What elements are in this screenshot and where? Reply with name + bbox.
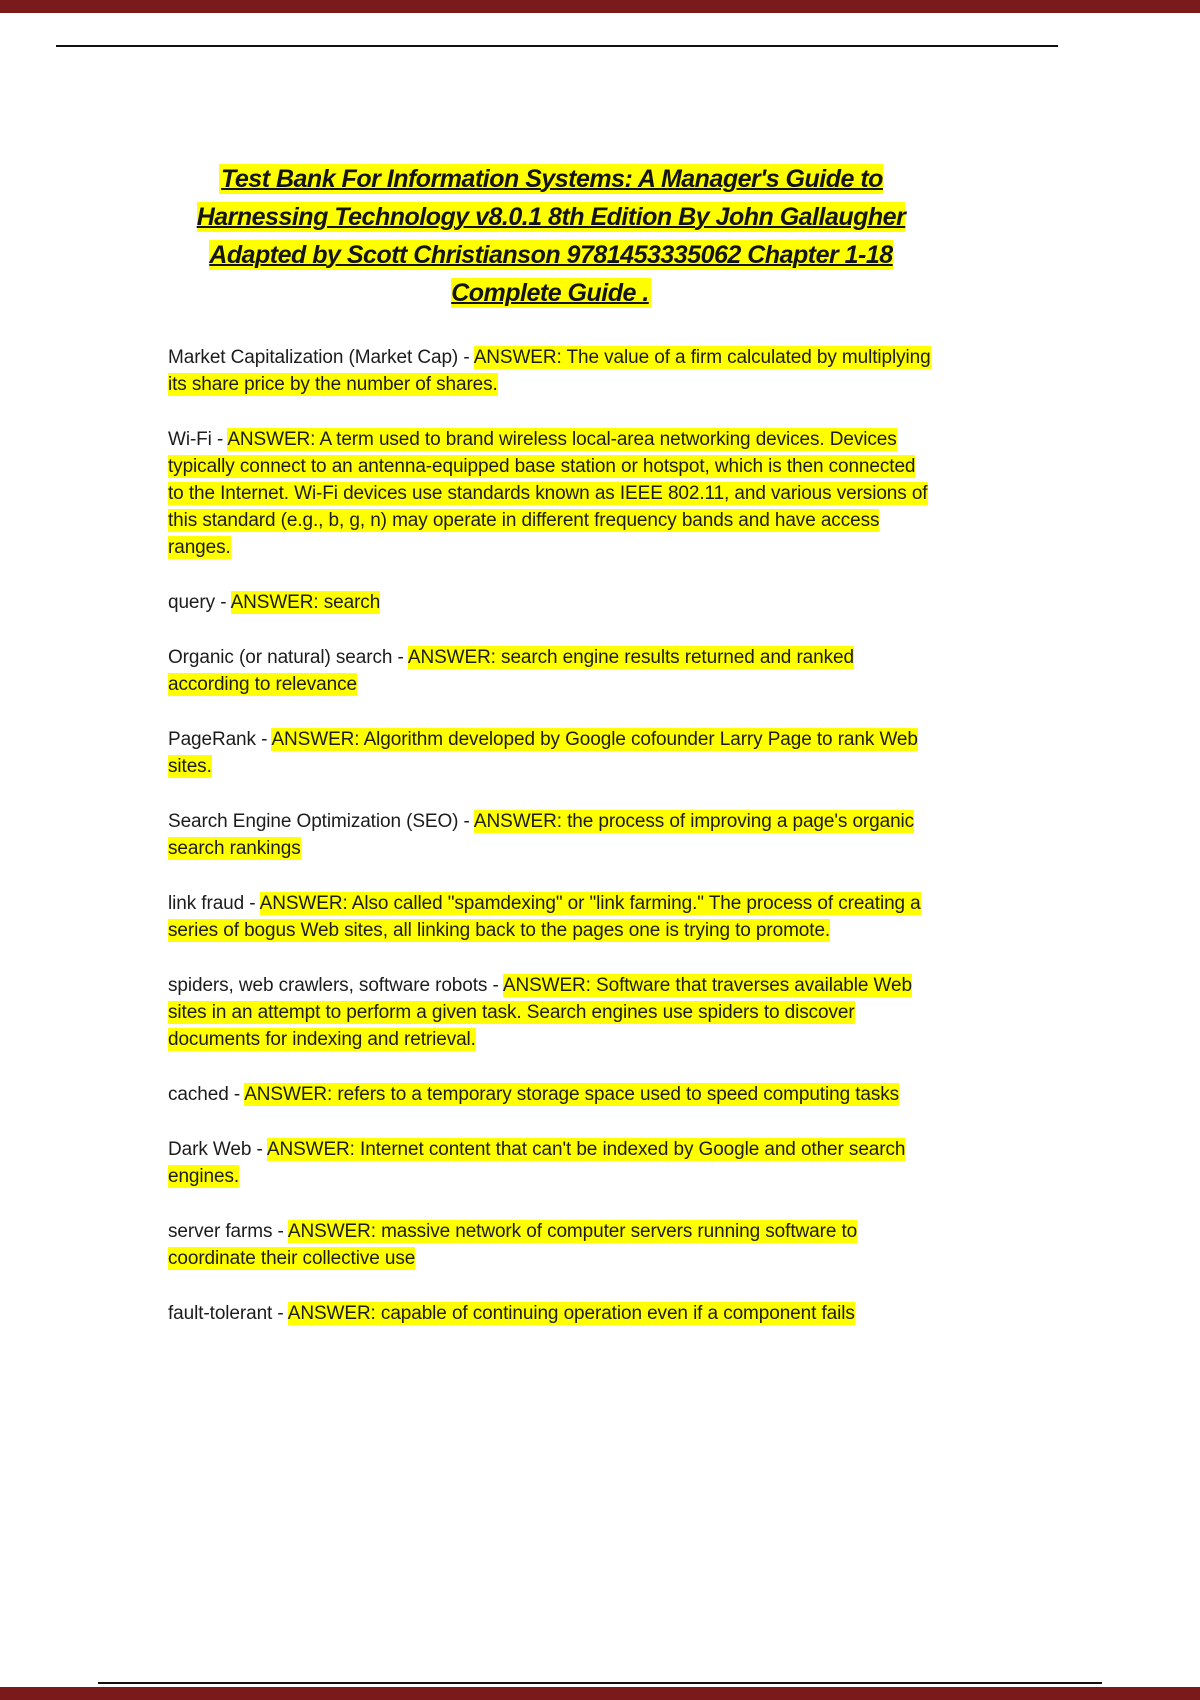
- term-separator: -: [272, 1303, 288, 1324]
- term-separator: -: [458, 811, 474, 832]
- term-definition-entry: [168, 1136, 934, 1190]
- term-text: server farms: [168, 1221, 273, 1242]
- title-highlight: Test Bank For Information Systems: A Manager's Guide to Harnessing Technology v8.0.1 8th Edition By John Gallaugher Adapted by Scott Christianson 9781453335062 Chapter 1-18 Complete Guide .: [196, 165, 906, 307]
- term-separator: -: [211, 429, 228, 450]
- term-separator: -: [244, 893, 260, 914]
- term-text: Dark Web: [168, 1139, 252, 1160]
- term-definition-entry: [168, 1218, 934, 1272]
- term-text: Market Capitalization (Market Cap): [168, 347, 459, 368]
- answer-highlight: ANSWER: Software that traverses available Web sites in an attempt to perform a given task. Search engines use spiders to discover documents for indexing and retrieval.: [168, 975, 912, 1050]
- answer-highlight: ANSWER: Internet content that can't be indexed by Google and other search engines.: [168, 1139, 906, 1187]
- term-definition-entry: [168, 726, 934, 780]
- term-definition-entry: [168, 589, 934, 616]
- answer-highlight: ANSWER: The value of a firm calculated by multiplying its share price by the number of shares.: [168, 347, 931, 395]
- term-text: link fraud: [168, 893, 245, 914]
- header-rule: [56, 45, 1058, 47]
- term-separator: -: [458, 347, 474, 368]
- bottom-border-bar: [0, 1687, 1200, 1700]
- document-title: [168, 160, 934, 312]
- term-definition-entry: [168, 1300, 934, 1327]
- term-separator: -: [392, 647, 408, 668]
- answer-highlight: ANSWER: A term used to brand wireless local-area networking devices. Devices typically connect to an antenna-equipped base station or hotspot, which is then connected to the Internet. Wi-Fi devices use standards known as IEEE 802.11, and various versions of this standard (e.g., b, g, n) may operate in different frequency bands and have access ranges.: [168, 429, 928, 558]
- answer-highlight: ANSWER: search engine results returned and ranked according to relevance: [168, 647, 854, 695]
- entries-list: [168, 344, 934, 1327]
- answer-highlight: ANSWER: massive network of computer servers running software to coordinate their collective use: [168, 1221, 858, 1269]
- term-text: query: [168, 592, 216, 613]
- term-text: fault-tolerant: [168, 1303, 273, 1324]
- term-separator: -: [272, 1221, 288, 1242]
- term-separator: -: [487, 975, 503, 996]
- answer-highlight: ANSWER: Algorithm developed by Google cofounder Larry Page to rank Web sites.: [168, 729, 918, 777]
- term-definition-entry: [168, 808, 934, 862]
- term-text: spiders, web crawlers, software robots: [168, 975, 488, 996]
- answer-highlight: ANSWER: the process of improving a page's organic search rankings: [168, 811, 915, 859]
- term-text: cached: [168, 1084, 229, 1105]
- footer-rule: [98, 1682, 1102, 1684]
- term-text: Wi-Fi: [168, 429, 212, 450]
- term-definition-entry: [168, 890, 934, 944]
- answer-highlight: ANSWER: refers to a temporary storage space used to speed computing tasks: [244, 1084, 900, 1105]
- term-definition-entry: [168, 644, 934, 698]
- term-definition-entry: [168, 1081, 934, 1108]
- term-separator: -: [251, 1139, 267, 1160]
- term-definition-entry: [168, 344, 934, 398]
- term-definition-entry: [168, 426, 934, 561]
- top-border-bar: [0, 0, 1200, 13]
- term-separator: -: [215, 592, 231, 613]
- answer-highlight: ANSWER: capable of continuing operation even if a component fails: [287, 1303, 855, 1324]
- answer-highlight: ANSWER: search: [230, 592, 381, 613]
- term-separator: -: [255, 729, 272, 750]
- term-text: Organic (or natural) search: [168, 647, 393, 668]
- term-text: Search Engine Optimization (SEO): [168, 811, 459, 832]
- answer-highlight: ANSWER: Also called "spamdexing" or "link farming." The process of creating a series of bogus Web sites, all linking back to the pages one is trying to promote.: [168, 893, 921, 941]
- term-separator: -: [228, 1084, 245, 1105]
- term-text: PageRank: [168, 729, 256, 750]
- term-definition-entry: [168, 972, 934, 1053]
- document-content: [168, 160, 934, 1355]
